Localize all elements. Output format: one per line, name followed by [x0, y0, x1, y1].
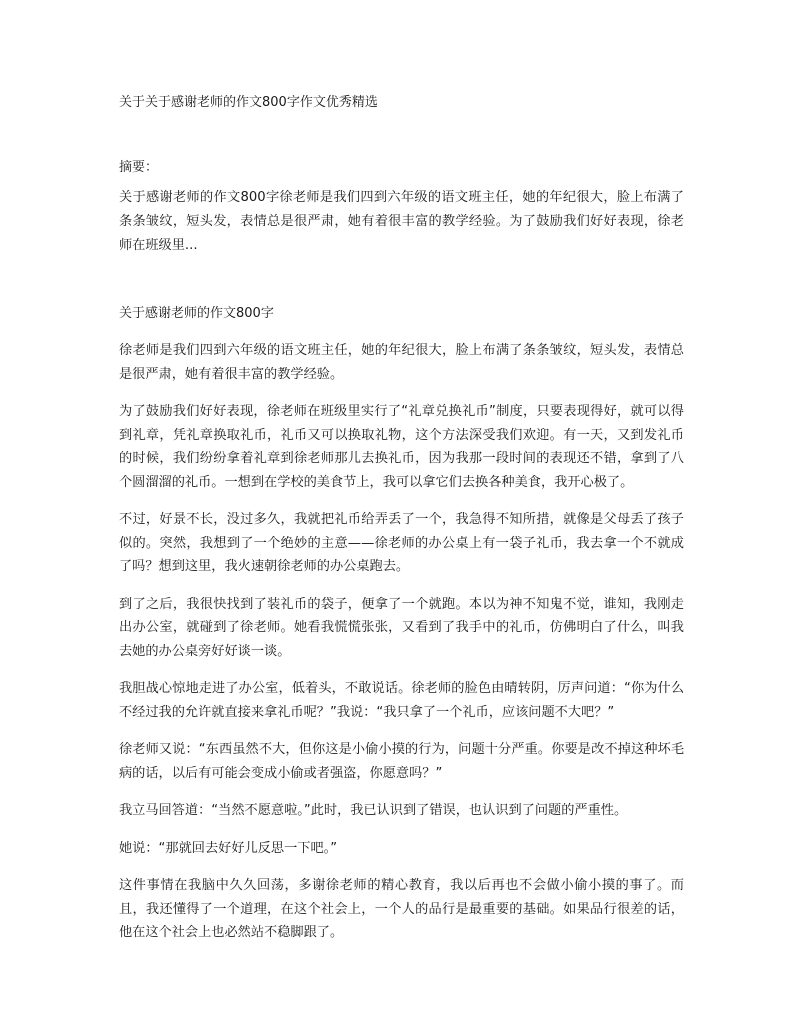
paragraph: 到了之后，我很快找到了装礼币的袋子，便拿了一个就跑。本以为神不知鬼不觉，谁知，我刚走出办公室，就碰到了徐老师。她看我慌慌张张，又看到了我手中的礼币，仿佛明白了什么，叫我去她的办公桌旁好好谈一谈。 [119, 596, 684, 659]
paragraph: 徐老师是我们四到六年级的语文班主任，她的年纪很大，脸上布满了条条皱纹，短头发，表情总是很严肃，她有着很丰富的教学经验。 [119, 343, 684, 382]
abstract-text: 关于感谢老师的作文800字徐老师是我们四到六年级的语文班主任，她的年纪很大，脸上布满了条条皱纹，短头发，表情总是很严肃，她有着很丰富的教学经验。为了鼓励我们好好表现，徐老师在班级里... [119, 190, 684, 253]
paragraph: 我胆战心惊地走进了办公室，低着头，不敢说话。徐老师的脸色由晴转阴，厉声问道：“你为什么不经过我的允许就直接来拿礼币呢？”我说：“我只拿了一个礼币，应该问题不大吧？” [119, 681, 684, 720]
abstract-label: 摘要： [119, 160, 159, 175]
section-heading: 关于感谢老师的作文800字 [119, 306, 274, 321]
essay-body [119, 339, 684, 959]
paragraph: 这件事情在我脑中久久回荡，多谢徐老师的精心教育，我以后再也不会做小偷小摸的事了。而且，我还懂得了一个道理，在这个社会上，一个人的品行是最重要的基础。如果品行很差的话，他在这个社会上也必然站不稳脚跟了。 [119, 878, 684, 940]
paragraph: 徐老师又说：“东西虽然不大，但你这是小偷小摸的行为，问题十分严重。你要是改不掉这种坏毛病的话，以后有可能会变成小偷或者强盗，你愿意吗？” [119, 742, 684, 781]
document-title: 关于关于感谢老师的作文800字作文优秀精选 [119, 95, 378, 110]
paragraph: 我立马回答道：“当然不愿意啦。”此时，我已认识到了错误，也认识到了问题的严重性。 [119, 803, 628, 818]
paragraph: 不过，好景不长，没过多久，我就把礼币给弄丢了一个，我急得不知所措，就像是父母丢了孩子似的。突然，我想到了一个绝妙的主意——徐老师的办公桌上有一袋子礼币，我去拿一个不就成了吗？想到这里，我火速朝徐老师的办公桌跑去。 [119, 512, 684, 574]
paragraph: 为了鼓励我们好好表现，徐老师在班级里实行了“礼章兑换礼币”制度，只要表现得好，就可以得到礼章，凭礼章换取礼币，礼币又可以换取礼物，这个方法深受我们欢迎。有一天，又到发礼币的时候，我们纷纷拿着礼章到徐老师那儿去换礼币，因为我那一段时间的表现还不错，拿到了八个圆溜溜的礼币。一想到在学校的美食节上，我可以拿它们去换各种美食，我开心极了。 [119, 404, 684, 490]
paragraph: 她说：“那就回去好好儿反思一下吧。” [119, 840, 338, 856]
